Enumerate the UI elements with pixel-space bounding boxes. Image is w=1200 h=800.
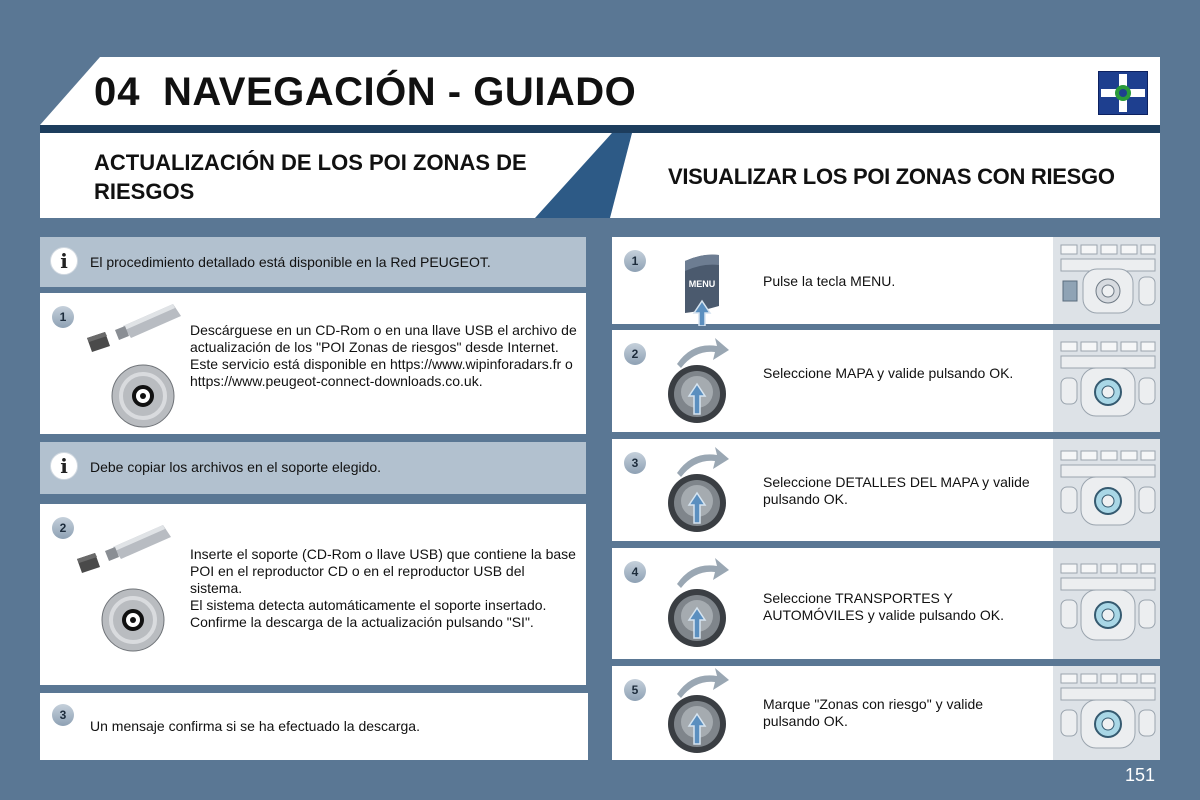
chapter-title: NAVEGACIÓN - GUIADO: [163, 70, 637, 114]
rotate-knob-icon: [667, 443, 737, 544]
usb-key-icon: [75, 519, 175, 589]
right-step-1: [612, 237, 1160, 324]
left-step-3-text: Un mensaje confirma si se ha efectuado la descarga.: [90, 718, 420, 734]
cd-icon: [100, 587, 166, 658]
step-number: 3: [52, 704, 74, 726]
step-number: 1: [52, 306, 74, 328]
step-number: 4: [624, 561, 646, 583]
header-divider: [40, 125, 1160, 133]
rotate-knob-icon: [667, 666, 737, 765]
right-step-4-text: Seleccione TRANSPORTES Y AUTOMÓVILES y valide pulsando OK.: [763, 590, 1004, 623]
control-panel-icon: [1053, 548, 1160, 659]
info-box-1: [40, 237, 586, 287]
right-step-4: [612, 548, 1160, 659]
right-step-3-text: Seleccione DETALLES DEL MAPA y valide pulsando OK.: [763, 474, 1030, 507]
right-step-2: [612, 330, 1160, 432]
info-box-2: [40, 442, 586, 494]
menu-key-icon: [682, 251, 722, 331]
step-number: 1: [624, 250, 646, 272]
right-step-2-text: Seleccione MAPA y valide pulsando OK.: [763, 365, 1014, 381]
left-step-1-text: Descárguese en un CD-Rom o en una llave USB el archivo de actualización de los "POI Zonas de riesgos" desde Internet. Este servicio está disponible en https://www.wipinforadars.fr o https://www.peugeot-connect-downloads.co.uk.: [190, 322, 577, 389]
right-step-3: [612, 439, 1160, 541]
left-step-1: [40, 293, 586, 434]
rotate-knob-icon: [667, 334, 737, 435]
step-number: 5: [624, 679, 646, 701]
rotate-knob-icon: [667, 554, 737, 659]
left-section-title: ACTUALIZACIÓN DE LOS POI ZONAS DE RIESGOS: [94, 150, 527, 204]
control-panel-icon: [1053, 330, 1160, 432]
info-text-2: Debe copiar los archivos en el soporte elegido.: [90, 459, 382, 475]
info-text-1: El procedimiento detallado está disponible en la Red PEUGEOT.: [90, 254, 491, 270]
info-icon: i: [50, 452, 78, 480]
chapter-number: 04: [94, 70, 141, 114]
right-step-5-text: Marque "Zonas con riesgo" y valide pulsando OK.: [763, 696, 984, 729]
left-step-2: [40, 504, 586, 685]
left-step-3: [40, 693, 588, 760]
crossroads-icon: [1098, 71, 1148, 115]
step-number: 3: [624, 452, 646, 474]
step-number: 2: [624, 343, 646, 365]
right-step-1-text: Pulse la tecla MENU.: [763, 273, 896, 289]
page-number: 151: [1125, 765, 1156, 785]
cd-icon: [110, 363, 176, 434]
usb-key-icon: [85, 298, 185, 368]
left-step-2-text: Inserte el soporte (CD-Rom o llave USB) que contiene la base POI en el reproductor CD o en el reproductor USB del sistema. El sistema detecta automáticamente el soporte insertado. Confirme la descarga de la actualización pulsando "SI".: [190, 546, 576, 630]
info-icon: i: [50, 247, 78, 275]
menu-key-label: MENU: [688, 279, 716, 289]
control-panel-icon: [1053, 666, 1160, 760]
right-section-title: VISUALIZAR LOS POI ZONAS CON RIESGO: [668, 164, 1115, 189]
step-number: 2: [52, 517, 74, 539]
control-panel-icon: [1053, 237, 1160, 324]
control-panel-icon: [1053, 439, 1160, 541]
right-step-5: [612, 666, 1160, 760]
